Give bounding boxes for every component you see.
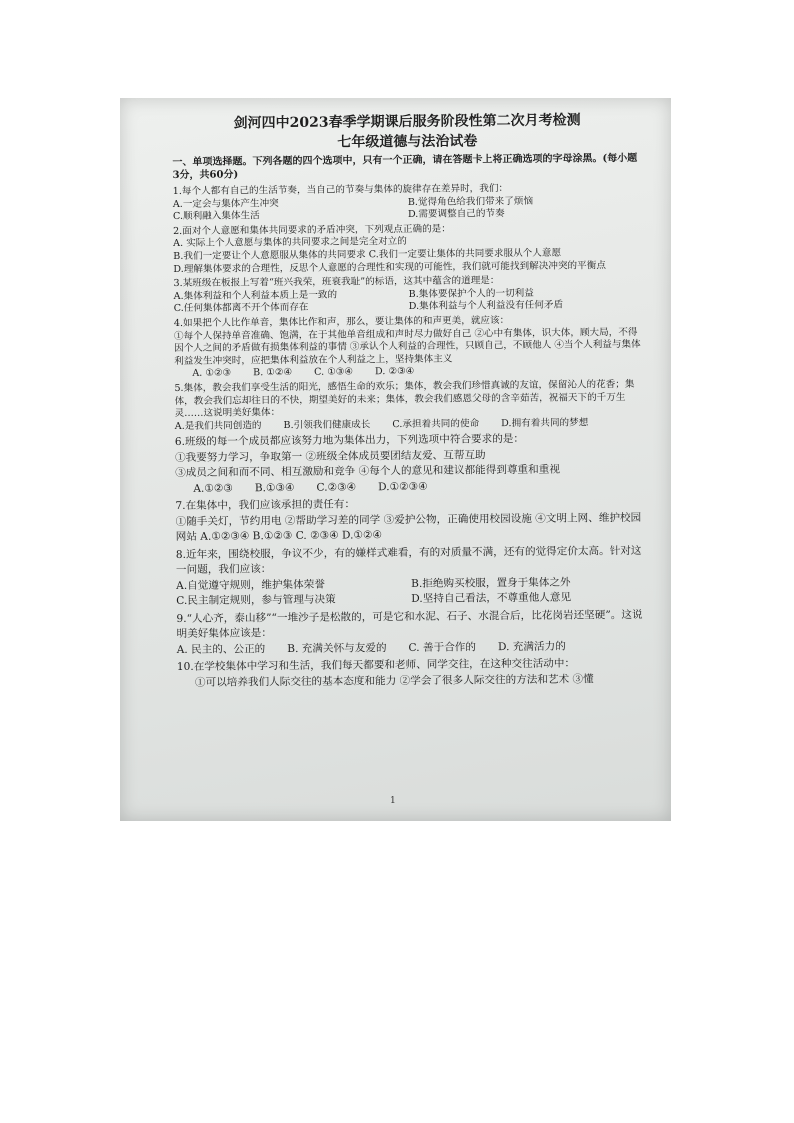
choice-b: B. 充满关怀与友爱的 xyxy=(287,641,387,655)
choice-c: C.承担着共同的使命 xyxy=(392,418,480,430)
choice-a: A.是我们共同创造的 xyxy=(174,419,262,432)
question-stem: 7.在集体中，我们应该承担的责任有： xyxy=(175,498,356,513)
scanned-paper-photo xyxy=(120,98,671,821)
question-choices xyxy=(175,417,645,434)
option-b: B.拒绝购买校服，置身于集体之外 xyxy=(411,576,571,590)
question-6 xyxy=(175,431,646,497)
question-5 xyxy=(174,379,644,433)
choice-b: B.①③④ xyxy=(254,481,295,495)
choice-a: A.①②③ xyxy=(193,482,233,495)
choice-d: D. 充满活力的 xyxy=(497,640,566,653)
question-stem: 2.面对个人意愿和集体共同要求的矛盾冲突，下列观点正确的是： xyxy=(173,223,451,237)
option-d: D.需要调整自己的节奏 xyxy=(407,208,505,221)
question-4 xyxy=(174,314,645,381)
option-a: A.自觉遵守规则，维护集体荣誉 xyxy=(176,578,325,592)
choice-d: D.①②③④ xyxy=(378,480,428,493)
exam-sheet xyxy=(172,106,647,691)
choice-d: D.拥有着共同的梦想 xyxy=(501,417,589,429)
statement-line: ③成员之间和而不同、相互激励和竞争 ④每个人的意见和建议都能得到尊重和重视 xyxy=(175,463,560,480)
question-options xyxy=(173,194,643,223)
question-stem: 9.“人心齐，泰山移”“一堆沙子是松散的，可是它和水泥、石子、水混合后，比花岗岩还坚硬”。这说明美好集体应该是： xyxy=(176,608,643,641)
option-line: B.我们一定要让个人意愿服从集体的共同要求 C.我们一定要让集体的共同要求服从个人意愿 xyxy=(173,247,562,262)
choice-a: A. 民主的、公正的 xyxy=(176,642,266,656)
question-options xyxy=(174,287,644,316)
choice-b: B.引领我们健康成长 xyxy=(283,418,371,431)
question-stem: 5.集体，教会我们享受生活的阳光，感悟生命的欢乐；集体，教会我们珍惜真诚的友谊，保留沁人的花香；集体，教会我们忘却往日的不快，期望美好的未来；集体，教会我们感恩父母的含辛茹苦，祝福天下的千万生灵……这说明美好集体： xyxy=(174,378,635,420)
choice-b: B. ①②④ xyxy=(253,367,293,379)
option-line: A. 实际上个人意愿与集体的共同要求之间是完全对立的 xyxy=(173,236,407,250)
option-d: D.集体利益与个人利益没有任何矛盾 xyxy=(408,299,564,313)
option-a: A.一定会与集体产生冲突 xyxy=(172,197,279,210)
option-c: C.任何集体都离不开个体而存在 xyxy=(173,302,309,315)
choice-c: C. ①③④ xyxy=(314,366,354,379)
section-heading: 一、单项选择题。下列各题的四个选项中，只有一个正确，请在答题卡上将正确选项的字母涂黑。(每小题3分，共60分) xyxy=(172,152,638,181)
question-9 xyxy=(176,608,646,659)
question-choices xyxy=(177,639,647,659)
exam-title: 剑河四中2023春季学期课后服务阶段性第二次月考检测 xyxy=(233,112,581,132)
question-stem: 10.在学校集体中学习和生活，我们每天都要和老师、同学交往，在这种交往活动中： xyxy=(176,657,576,674)
option-b: B.集体要保护个人的一切利益 xyxy=(408,287,534,300)
statement-line: ①我要努力学习，争取第一 ②班级全体成员要团结友爱、互帮互助 xyxy=(174,449,486,464)
option-d: D.坚持自己看法，不尊重他人意见 xyxy=(411,591,572,606)
statement-line: ①随手关灯，节约用电 ②帮助学习差的同学 ③爱护公物，正确使用校园设施 ④文明上网、维护校园网站 A.①②③④ B.①②③ C. ②③④ D.①②④ xyxy=(175,511,642,544)
exam-subtitle: 七年级道德与法治试卷 xyxy=(337,133,478,151)
statement-list: ①每个人保持单音准确、饱满，在于其他单音组成和声时尽力做好自己 ②心中有集体，识大体，顾大局，不得因个人之间的矛盾做有损集体利益的事情 ③承认个人利益的合理性，只顾自己，不顾他人 ④当个人利益与集体利益发生冲突时，应把集体利益放在个人利益之上，坚持集体主义 xyxy=(173,326,641,367)
question-7 xyxy=(175,495,645,546)
choice-a: A. ①②③ xyxy=(192,367,232,380)
question-1 xyxy=(173,182,643,224)
question-2 xyxy=(173,222,643,276)
choice-c: C. 善于合作的 xyxy=(408,641,477,654)
question-8 xyxy=(176,544,647,610)
choice-c: C.②③④ xyxy=(316,481,357,494)
question-10 xyxy=(177,656,647,691)
question-stem: 6.班级的每一个成员都应该努力地为集体出力，下列选项中符合要求的是： xyxy=(174,433,525,449)
statement-line: ①可以培养我们人际交往的基本态度和能力 ②学会了很多人际交往的方法和艺术 ③懂 xyxy=(194,673,594,689)
choice-d: D. ②③④ xyxy=(374,366,415,378)
option-a: A.集体利益和个人利益本质上是一致的 xyxy=(173,289,338,302)
question-stem: 3.某班级在板报上写着“班兴我荣，班衰我耻”的标语，这其中蕴含的道理是： xyxy=(173,275,500,290)
option-c: C.顺利融入集体生活 xyxy=(172,210,260,223)
option-b: B.觉得角色给我们带来了烦恼 xyxy=(407,195,534,208)
question-3 xyxy=(173,274,643,316)
question-options xyxy=(176,575,646,610)
option-line: D.理解集体要求的合理性，反思个人意愿的合理性和实现的可能性，我们就可能找到解决冲突的平衡点 xyxy=(173,259,606,275)
option-c: C.民主制定规则，参与管理与决策 xyxy=(176,593,336,608)
question-stem: 1.每个人都有自己的生活节奏，当自己的节奏与集体的旋律存在差异时，我们： xyxy=(172,183,509,197)
question-stem: 8.近年来，围绕校服，争议不少，有的嫌样式难看，有的对质量不满，还有的觉得定价太高。针对这一问题，我们应该： xyxy=(175,544,642,577)
question-stem: 4.如果把个人比作单音，集体比作和声，那么，要让集体的和声更美，就应该： xyxy=(173,315,510,329)
page-number: 1 xyxy=(390,796,396,806)
